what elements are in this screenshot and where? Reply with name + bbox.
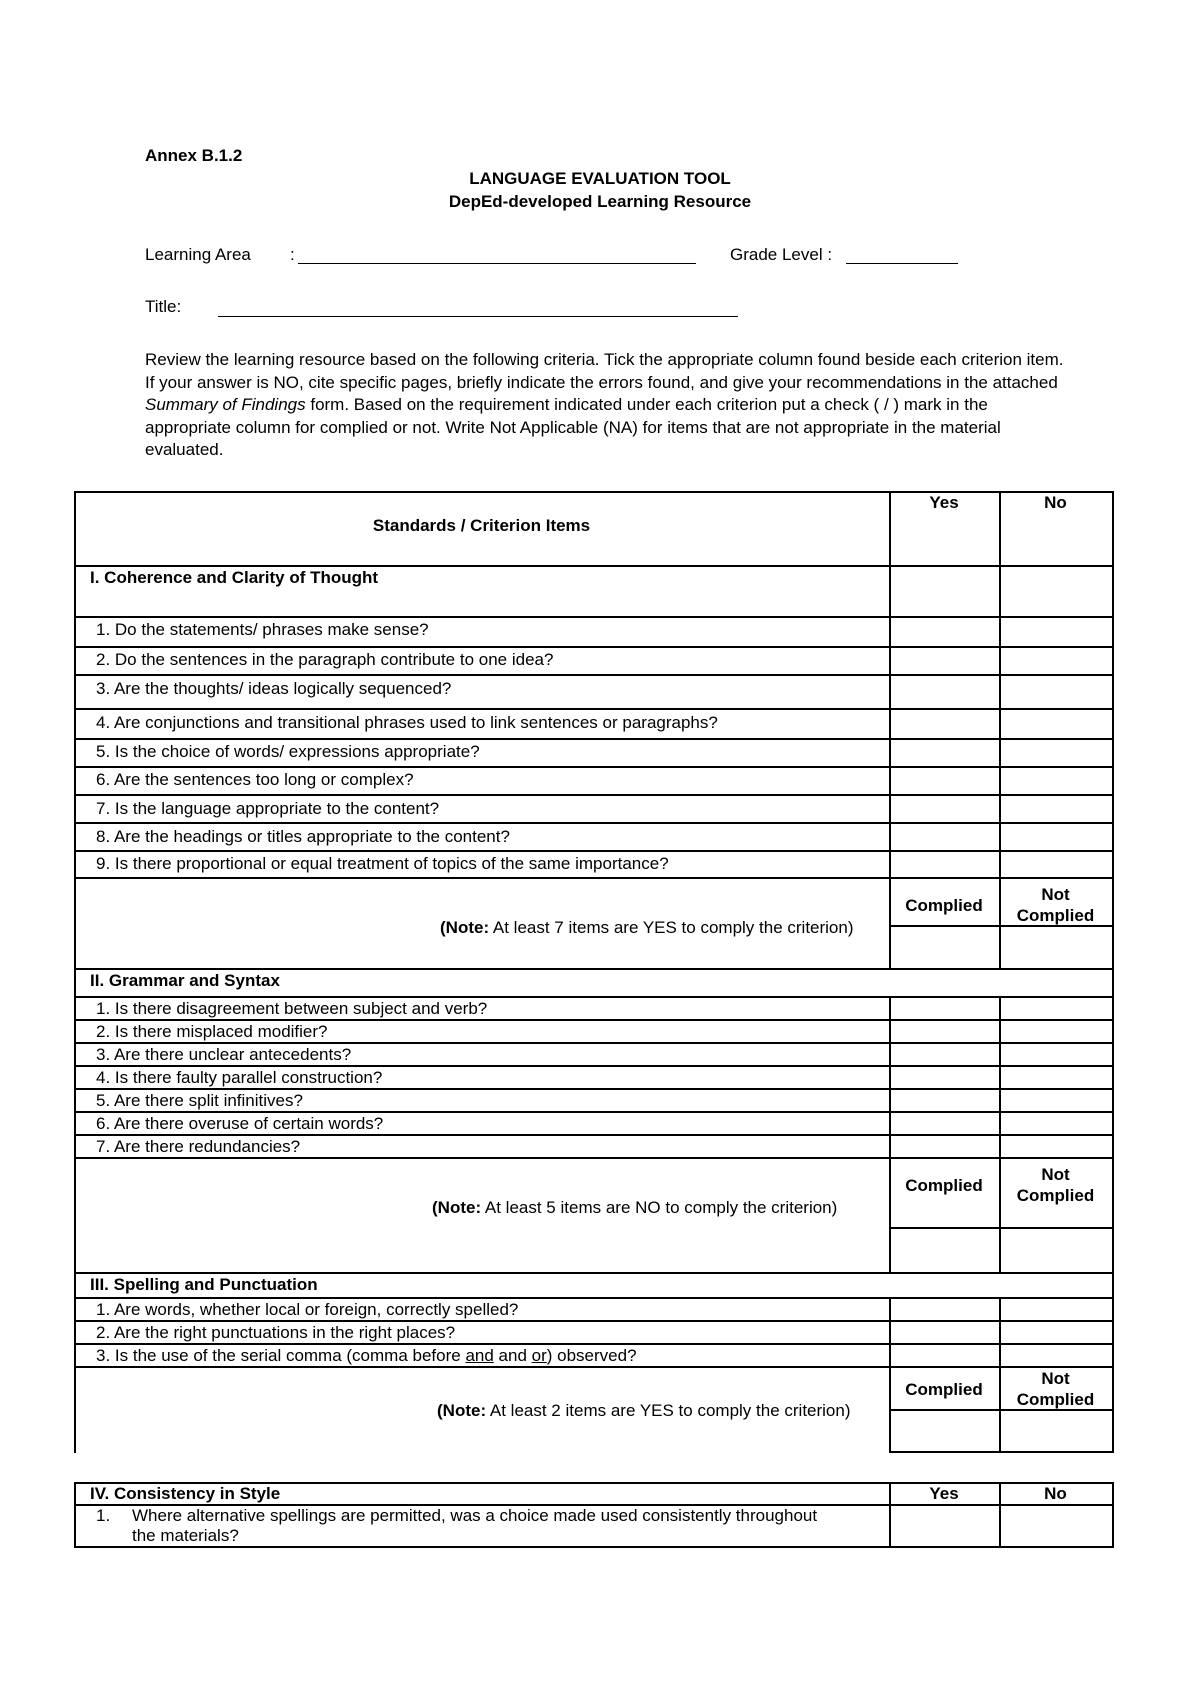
not-complied-line1: Not [1041,1165,1070,1184]
header-yes: Yes [929,1484,959,1503]
not-complied-label [999,884,1112,926]
header-yes: Yes [929,493,959,512]
section-title: III. Spelling and Punctuation [90,1275,318,1294]
criterion-item: 5. Are there split infinitives? [96,1091,303,1110]
section-title: II. Grammar and Syntax [90,971,280,990]
criterion-item: 1. Is there disagreement between subject and verb? [96,999,488,1018]
criterion-item: 5. Is the choice of words/ expressions appropriate? [96,742,480,761]
item3-mid: and [493,1346,532,1365]
not-complied-label [999,1164,1112,1206]
criterion-item: 2. Do the sentences in the paragraph contribute to one idea? [96,650,554,669]
criterion-item [96,1346,637,1366]
document-subtitle: DepEd-developed Learning Resource [448,192,752,211]
section-title: I. Coherence and Clarity of Thought [90,568,379,587]
not-complied-line2: Complied [1016,1390,1095,1409]
complied-label: Complied [905,1176,983,1195]
complied-label: Complied [905,1380,983,1399]
criterion-item: 6. Are the sentences too long or complex? [96,770,414,789]
item3-or: or [531,1346,547,1365]
header-standards: Standards / Criterion Items [372,516,591,535]
criterion-item: 1. Do the statements/ phrases make sense? [96,620,429,639]
criterion-item: 6. Are there overuse of certain words? [96,1114,384,1133]
criterion-item: 4. Are conjunctions and transitional phrases used to link sentences or paragraphs? [96,713,718,732]
not-complied-line2: Complied [1016,1186,1095,1205]
criterion-item: 8. Are the headings or titles appropriate to the content? [96,827,510,846]
not-complied-line1: Not [1041,1369,1070,1388]
note-label: (Note: [440,918,490,937]
grade-level-field[interactable] [846,263,958,264]
title-field[interactable] [218,316,738,317]
criterion-item: 3. Are there unclear antecedents? [96,1045,352,1064]
criterion-item-line2: the materials? [132,1526,239,1545]
header-no: No [1044,493,1067,512]
annex-label: Annex B.1.2 [145,146,243,165]
note-text: At least 2 items are YES to comply the criterion) [486,1401,851,1420]
learning-area-field[interactable] [298,263,696,264]
complied-label: Complied [905,896,983,915]
criteria-table [74,491,1114,1453]
criterion-item: 4. Is there faulty parallel construction? [96,1068,383,1087]
note-label: (Note: [432,1198,482,1217]
criterion-item: 9. Is there proportional or equal treatment of topics of the same importance? [96,854,669,873]
item-number: 1. [96,1506,111,1525]
document-title-text: LANGUAGE EVALUATION TOOL [469,169,731,188]
note-text: At least 5 items are NO to comply the criterion) [481,1198,838,1217]
section-note [437,1401,851,1421]
instructions-part2: form. Based on the requirement indicated under each criterion put a check ( / ) mark in the appropriate column for complied or not. Write Not Applicable (NA) for items that are not appropriate in the material evaluated. [145,395,1001,459]
consistency-table [74,1482,1114,1548]
note-text: At least 7 items are YES to comply the criterion) [489,918,854,937]
title-label: Title: [145,297,182,316]
instructions-paragraph [145,349,1075,462]
section-note [432,1198,837,1218]
header-no: No [1044,1484,1067,1503]
criterion-item: 7. Is the language appropriate to the content? [96,799,440,818]
learning-area-label: Learning Area [145,245,251,264]
section-note [440,918,854,938]
criterion-item: 3. Are the thoughts/ ideas logically sequenced? [96,679,452,698]
criterion-item: 2. Is there misplaced modifier? [96,1022,328,1041]
criterion-item: 7. Are there redundancies? [96,1137,301,1156]
instructions-part1: Review the learning resource based on the following criteria. Tick the appropriate column found beside each criterion item. If your answer is NO, cite specific pages, briefly indicate the errors found, and give your recommendations in the attached [145,350,1064,392]
grade-level-label: Grade Level : [730,245,833,264]
learning-area-colon: : [290,245,295,264]
not-complied-line1: Not [1041,885,1070,904]
criterion-item: 2. Are the right punctuations in the right places? [96,1323,456,1342]
item3-pre: 3. Is the use of the serial comma (comma before [96,1346,466,1365]
not-complied-label [999,1368,1112,1410]
item3-and: and [465,1346,494,1365]
note-label: (Note: [437,1401,487,1420]
instructions-italic: Summary of Findings [145,395,306,414]
criterion-item-line1: Where alternative spellings are permitted, was a choice made used consistently throughout [132,1506,818,1525]
item3-post: ) observed? [546,1346,637,1365]
not-complied-line2: Complied [1016,906,1095,925]
criterion-item: 1. Are words, whether local or foreign, correctly spelled? [96,1300,519,1319]
section-title: IV. Consistency in Style [90,1484,281,1503]
document-title [0,169,1200,189]
